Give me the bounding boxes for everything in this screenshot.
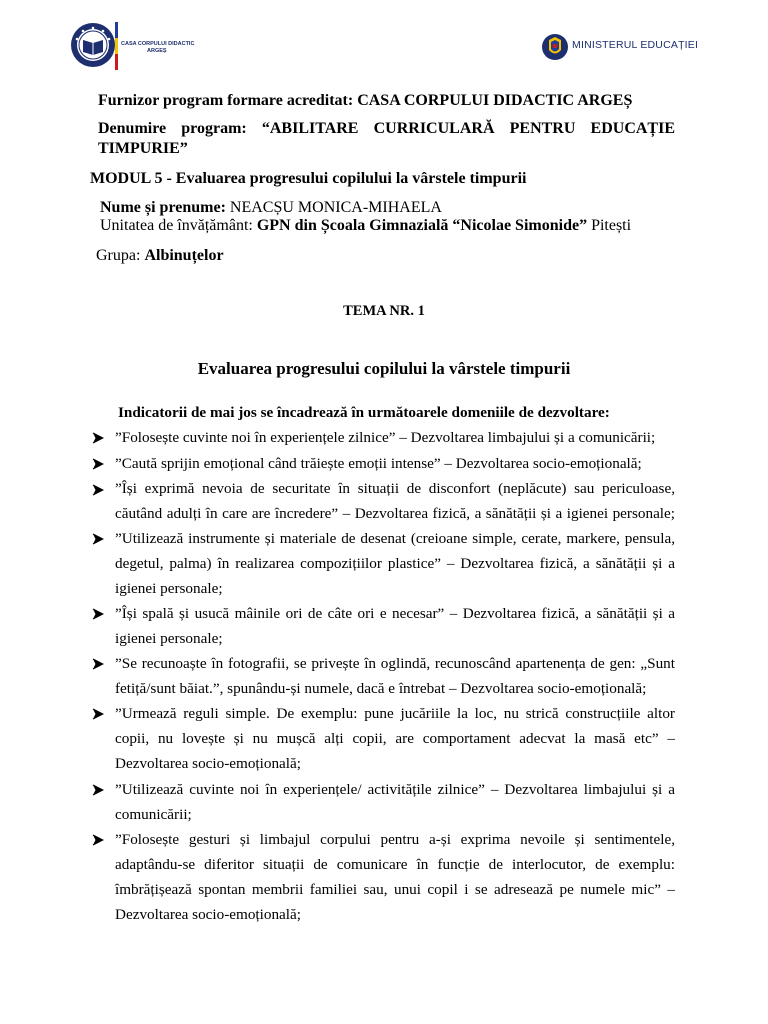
bullet-8-line-2: comunicării;	[115, 806, 192, 823]
bullet-1-line-1: ”Folosește cuvinte noi în experiențele zilnice” – Dezvoltarea limbajului și a comunicării;	[115, 429, 656, 446]
bullet-7-line-2: copii, nu lovește și nu mușcă alți copii, are comportament adecvat la masă etc” –	[115, 730, 675, 747]
group-label: Grupa:	[96, 247, 141, 264]
bullet-4-line-1: ”Utilizează instrumente și materiale de desenat (creioane simple, cerate, markere, pensula,	[115, 530, 675, 547]
theme-heading: TEMA NR. 1	[343, 303, 425, 319]
bullet-6-line-1: ”Se recunoaște în fotografii, se privește în oglindă, recunoscând apartenența de gen: „Sunt	[115, 655, 675, 672]
provider-value: CASA CORPULUI DIDACTIC ARGEȘ	[357, 92, 633, 109]
ccd-logo	[70, 22, 116, 73]
arrow-bullet-icon	[92, 484, 104, 496]
arrow-bullet-icon	[92, 432, 104, 444]
bullet-7-line-3: Dezvoltarea socio-emoțională;	[115, 755, 301, 772]
ccd-logo-text-line-2: ARGEȘ	[147, 48, 167, 54]
provider-line	[98, 92, 632, 110]
coat-of-arms-icon	[541, 32, 569, 62]
bullet-5-line-2: igienei personale;	[115, 630, 223, 647]
bullet-3-line-2: căutând adulți în care are încredere” – Dezvoltarea fizică, a sănătății și a igienei personale;	[115, 505, 675, 522]
provider-label: Furnizor program formare acreditat:	[98, 92, 354, 109]
program-label: Denumire	[98, 120, 167, 137]
ministry-logo-text: MINISTERUL EDUCAȚIEI	[572, 39, 699, 51]
arrow-bullet-icon	[92, 608, 104, 620]
school-label: Unitatea de învățământ:	[100, 217, 253, 234]
bullet-6-line-2: fetiță/sunt băiat.”, spunându-și numele, dacă e întrebat – Dezvoltarea socio-emoțională;	[115, 680, 647, 697]
program-word-1: program:	[181, 120, 247, 137]
bullet-7-line-1: ”Urmează reguli simple. De exemplu: pune jucăriile la loc, nu strică construcțiile altor	[115, 705, 675, 722]
bullet-4-line-2: degetul, palma) în realizarea compozițiilor plastice” – Dezvoltarea fizică, a sănătății și a	[115, 555, 675, 572]
name-value: NEACȘU MONICA-MIHAELA	[229, 199, 442, 216]
school-value-plain: Pitești	[591, 217, 632, 234]
page-title: Evaluarea progresului copilului la vârstele timpurii	[197, 359, 571, 378]
school-line	[100, 217, 631, 235]
group-value: Albinuțelor	[144, 247, 224, 264]
program-line-1	[98, 120, 675, 138]
arrow-bullet-icon	[92, 708, 104, 720]
name-label: Nume și prenume:	[100, 199, 226, 216]
bullet-5-line-1: ”Își spală și usucă mâinile ori de câte ori e necesar” – Dezvoltarea fizică, a sănătății și a	[115, 605, 675, 622]
ccd-emblem-icon	[70, 22, 116, 68]
flag-yellow	[115, 38, 118, 54]
name-line	[100, 199, 442, 217]
bullet-3-line-1: ”Își exprimă nevoia de securitate în situații de disconfort (neplăcute) sau periculoase,	[115, 480, 675, 497]
bullet-2-line-1: ”Caută sprijin emoțional când trăiește emoții intense” – Dezvoltarea socio-emoțională;	[115, 455, 642, 472]
program-line-2: TIMPURIE”	[98, 140, 188, 157]
ccd-logo-text-line-1: CASA CORPULUI DIDACTIC	[121, 41, 195, 47]
bullet-9-line-4: Dezvoltarea socio-emoțională;	[115, 906, 301, 923]
flag-blue	[115, 22, 118, 38]
arrow-bullet-icon	[92, 533, 104, 545]
arrow-bullet-icon	[92, 658, 104, 670]
bullet-9-line-2: adaptându-se diferitor situații de comunicare în funcție de interlocutor, de exemplu:	[115, 856, 675, 873]
arrow-bullet-icon	[92, 834, 104, 846]
bullet-8-line-1: ”Utilizează cuvinte noi în experiențele/ activitățile zilnice” – Dezvoltarea limbajului și a	[115, 781, 675, 798]
flag-stripe	[115, 22, 118, 70]
program-word-3: CURRICULARĂ	[373, 120, 495, 137]
school-value-bold: GPN din Școala Gimnazială “Nicolae Simonide”	[256, 217, 588, 234]
bullet-9-line-1: ”Folosește gesturi și limbajul corpului pentru a-și exprima nevoile și sentimentele,	[115, 831, 675, 848]
arrow-bullet-icon	[92, 784, 104, 796]
ccd-logo-text	[121, 41, 194, 55]
group-line	[96, 247, 224, 265]
arrow-bullet-icon	[92, 458, 104, 470]
flag-red	[115, 54, 118, 70]
intro-line: Indicatorii de mai jos se încadrează în următoarele domeniile de dezvoltare:	[118, 404, 610, 421]
program-word-5: EDUCAȚIE	[590, 120, 675, 137]
program-word-2: “ABILITARE	[261, 120, 359, 137]
module-line: MODUL 5 - Evaluarea progresului copilului la vârstele timpurii	[90, 170, 527, 187]
ministry-logo	[541, 32, 569, 67]
bullet-4-line-3: igienei personale;	[115, 580, 223, 597]
program-word-4: PENTRU	[509, 120, 576, 137]
bullet-9-line-3: îmbrățișează spontan membrii familiei sau, unui copil i se adresează pe numele mic” –	[115, 881, 675, 898]
